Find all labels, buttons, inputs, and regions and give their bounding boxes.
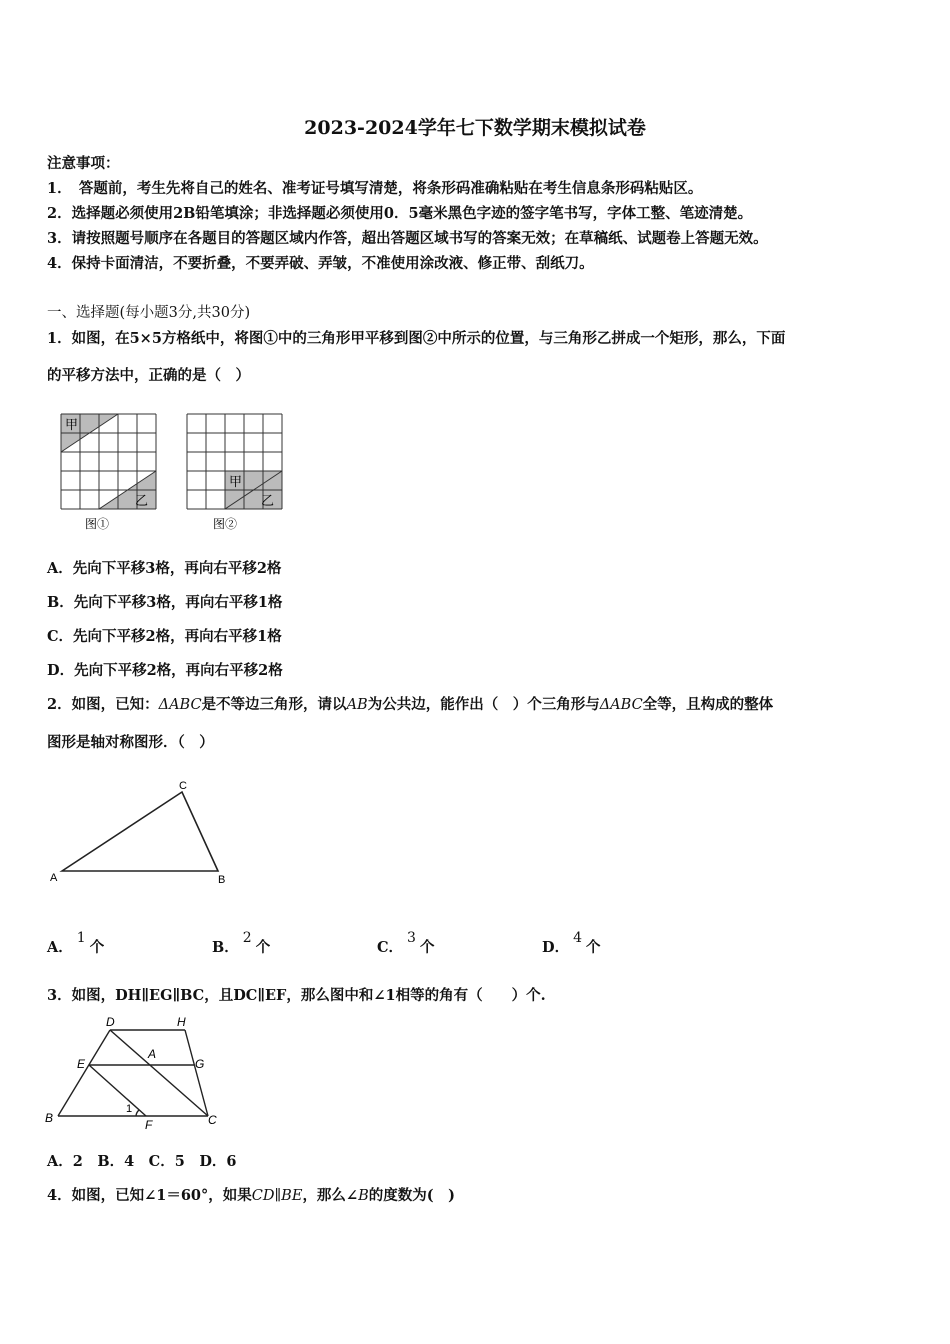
q2-math-ab: AB (346, 697, 368, 713)
segment-hc (185, 1030, 208, 1116)
label-h: H (177, 1015, 186, 1029)
label-a: A (148, 1047, 157, 1061)
label-g: G (195, 1057, 205, 1071)
fig2-caption: 图② (213, 517, 238, 531)
label-jia-1: 甲 (65, 417, 79, 432)
q1-text-line1: 1．如图，在5×5方格纸中，将图①中的三角形甲平移到图②中所示的位置，与三角形乙拼成一个矩形，那么，下面 (47, 330, 786, 347)
q2-option-c: C．3个 (377, 930, 435, 956)
q4-math-b: B (358, 1188, 369, 1204)
q1-option-c: C．先向下平移2格，再向右平移1格 (47, 628, 282, 645)
q4-part3: 的度数为( ) (368, 1187, 455, 1204)
vertex-c-label: C (179, 780, 187, 792)
vertex-a-label: A (50, 872, 58, 884)
q1-option-b: B．先向下平移3格，再向右平移1格 (47, 594, 283, 611)
q1-grid-1 (61, 414, 156, 509)
q3-text: 3．如图，DH∥EG∥BC，且DC∥EF，那么图中和∠1相等的角有（ ）个. (47, 987, 546, 1004)
label-e: E (77, 1057, 86, 1071)
notice-heading: 注意事项： (47, 155, 120, 172)
q1-text-line2: 的平移方法中，正确的是（ ） (47, 367, 250, 384)
notice-item-3: 3．请按照题号顺序在各题目的答题区域内作答，超出答题区域书写的答案无效；在草稿纸、试题卷上答题无效。 (47, 230, 768, 247)
q1-option-d: D．先向下平移2格，再向右平移2格 (47, 662, 283, 679)
label-f: F (145, 1118, 153, 1132)
q2-part3: 为公共边，能作出（ ）个三角形与 (367, 696, 600, 713)
label-d: D (106, 1015, 115, 1029)
label-yi-2: 乙 (261, 493, 275, 508)
q4-text (47, 1184, 455, 1205)
q4-math-cd-be: CD∥BE (251, 1188, 303, 1204)
segment-dc (110, 1030, 208, 1116)
q2-option-d: D．4个 (542, 930, 601, 956)
q2-part1: 2．如图，已知： (47, 696, 159, 713)
angle-1-arc (136, 1110, 139, 1116)
q1-figure (55, 408, 295, 540)
label-b: B (45, 1111, 54, 1125)
q2-triangle-figure (45, 775, 245, 890)
q4-part1: 4．如图，已知∠1＝60°，如果 (47, 1187, 252, 1204)
q2-option-b: B．2个 (212, 930, 271, 956)
section-heading: 一、选择题(每小题3分,共30分) (47, 305, 251, 321)
q2-text-line2: 图形是轴对称图形．（ ） (47, 734, 214, 751)
q4-part2: ，那么∠ (302, 1187, 359, 1204)
q1-grid-2 (187, 414, 282, 509)
q3-trapezoid-figure (40, 1012, 230, 1132)
q2-text-line1 (47, 693, 773, 714)
segment-ef (89, 1065, 146, 1116)
label-angle-1: 1 (126, 1103, 133, 1115)
label-jia-2: 甲 (229, 474, 243, 489)
q2-math-abc-2: ΔABC (599, 697, 643, 713)
page-title: 2023-2024学年七下数学期末模拟试卷 (304, 117, 646, 139)
q2-math-abc-1: ΔABC (158, 697, 202, 713)
notice-item-4: 4．保持卡面清洁，不要折叠，不要弄破、弄皱，不准使用涂改液、修正带、刮纸刀。 (47, 255, 594, 272)
q2-option-a: A．1个 (47, 930, 105, 956)
q1-option-a: A．先向下平移3格，再向右平移2格 (47, 560, 282, 577)
fig1-caption: 图① (85, 517, 110, 531)
q2-part2: 是不等边三角形，请以 (201, 696, 347, 713)
notice-item-1: 1． 答题前，考生先将自己的姓名、准考证号填写清楚，将条形码准确粘贴在考生信息条形码粘贴区。 (47, 180, 703, 197)
q3-options: A．2 B．4 C．5 D．6 (47, 1153, 237, 1170)
label-c: C (208, 1113, 217, 1127)
notice-item-2: 2．选择题必须使用2B铅笔填涂；非选择题必须使用0．5毫米黑色字迹的签字笔书写，字体工整、笔迹清楚。 (47, 205, 753, 222)
triangle-abc (62, 792, 218, 871)
vertex-b-label: B (218, 874, 226, 886)
segment-db (58, 1030, 110, 1116)
q2-part4: 全等，且构成的整体 (642, 696, 774, 713)
label-yi-1: 乙 (135, 493, 149, 508)
